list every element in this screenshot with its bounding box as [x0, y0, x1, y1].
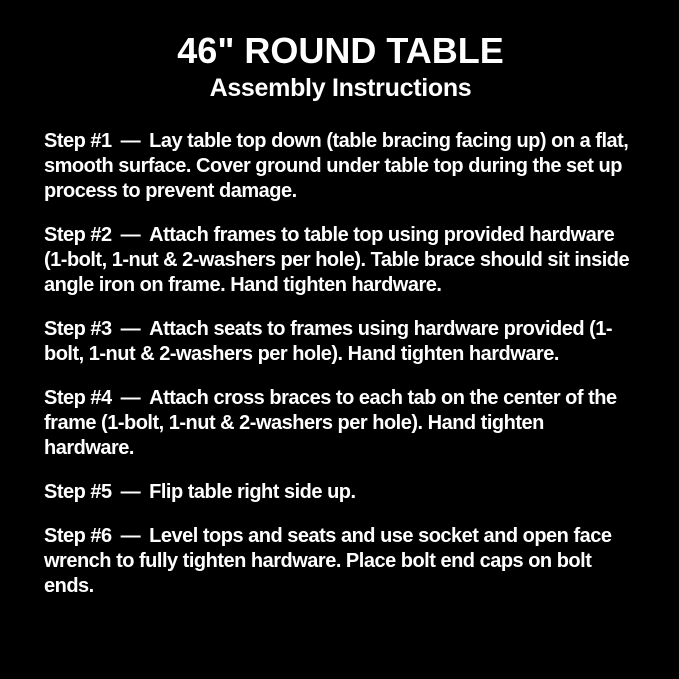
page-title: 46" ROUND TABLE [177, 30, 504, 71]
step-item-5 [44, 480, 637, 505]
step-item-2 [44, 223, 637, 298]
step-3-text: Attach seats to frames using hardware provided (1-bolt, 1-nut & 2-washers per hole). Hand tighten hardware. [44, 318, 613, 366]
step-4-separator: — [120, 387, 141, 410]
step-item-6 [44, 524, 637, 599]
step-2-separator: — [120, 224, 141, 247]
step-item-3 [44, 317, 637, 367]
steps-list [44, 129, 637, 599]
step-item-4 [44, 386, 637, 461]
step-1-separator: — [120, 130, 141, 153]
step-4-label: Step #4 [44, 387, 112, 410]
step-2-text: Attach frames to table top using provided hardware (1-bolt, 1-nut & 2-washers per hole). Table brace should sit inside angle iron on frame. Hand tighten hardware. [44, 224, 630, 297]
step-1-text: Lay table top down (table bracing facing up) on a flat, smooth surface. Cover ground under table top during the set up process to prevent damage. [44, 130, 629, 203]
page-subtitle: Assembly Instructions [209, 74, 472, 103]
poster-header [44, 30, 637, 103]
step-5-text: Flip table right side up. [149, 481, 356, 504]
step-6-label: Step #6 [44, 525, 112, 548]
step-2-label: Step #2 [44, 224, 112, 247]
step-5-label: Step #5 [44, 481, 112, 504]
step-3-separator: — [120, 318, 141, 341]
step-3-label: Step #3 [44, 318, 112, 341]
step-6-text: Level tops and seats and use socket and open face wrench to fully tighten hardware. Place bolt end caps on bolt ends. [44, 525, 612, 598]
step-4-text: Attach cross braces to each tab on the center of the frame (1-bolt, 1-nut & 2-washers per hole). Hand tighten hardware. [44, 387, 617, 460]
step-5-separator: — [120, 481, 141, 504]
step-item-1 [44, 129, 637, 204]
step-6-separator: — [120, 525, 141, 548]
step-1-label: Step #1 [44, 130, 112, 153]
